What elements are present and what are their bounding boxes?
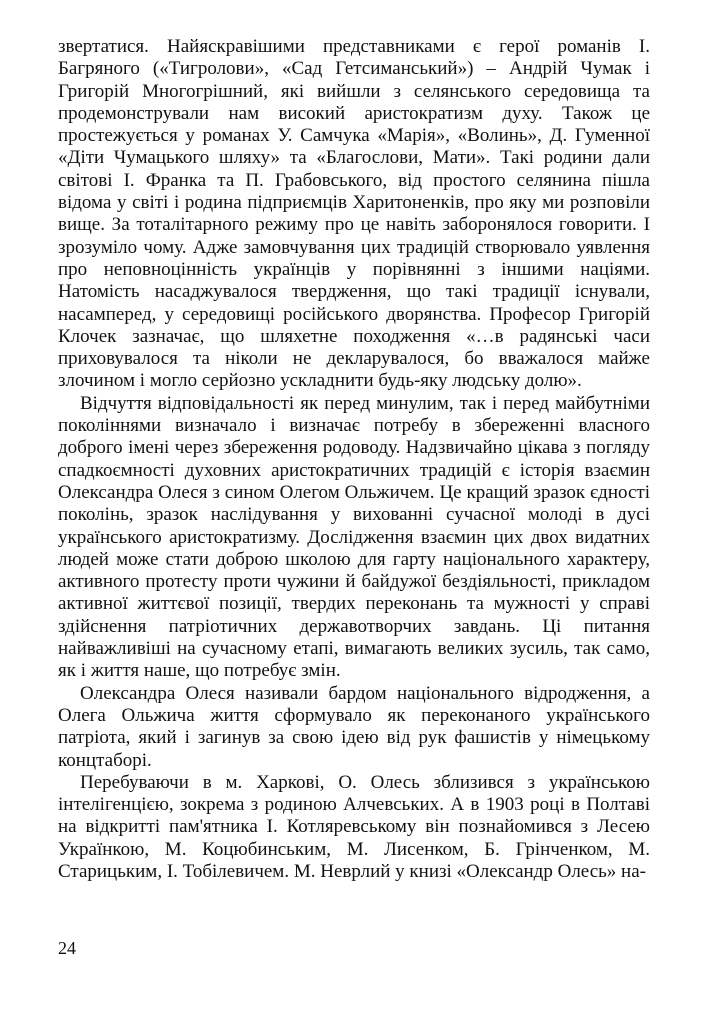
paragraph-3: Олександра Олеся називали бардом національного відродження, а Олега Ольжича життя сформувало як переконаного українського патріота, який і загинув за свою ідею від рук фашистів у німецькому концтаборі. [58, 682, 650, 771]
paragraph-4: Перебуваючи в м. Харкові, О. Олесь зблизився з українською інтелігенцією, зокрема з родиною Алчевських. А в 1903 році в Полтаві на відкритті пам'ятника І. Котляревському він познайомився з Лесею Українкою, М. Коцюбинським, М. Лисенком, Б. Грінченком, М. Старицьким, І. Тобілевичем. М. Неврлий у книзі «Олександр Олесь» на- [58, 771, 650, 882]
paragraph-1: звертатися. Найяскравішими представниками є герої романів І. Багряного («Тигролови», «Сад Гетсиманський») – Андрій Чумак і Григорій Многогрішний, які вийшли з селянського середовища та продемонстрували нам високий аристократизм духу. Також це простежується у романах У. Самчука «Марія», «Волинь», Д. Гуменної «Діти Чумацького шляху» та «Благослови, Мати». Такі родини дали світові І. Франка та П. Грабовського, від простого селянина пішла відома у світі і родина підприємців Харитоненків, про яку ми розповіли вище. За тоталітарного режиму про це навіть заборонялося говорити. І зрозуміло чому. Адже замовчування цих традицій створювало уявлення про неповноцінність українців у порівнянні з іншими націями. Натомість насаджувалося твердження, що такі традиції існували, насамперед, у середовищі російського дворянства. Професор Григорій Клочек зазначає, що шляхетне походження «…в радянські часи приховувалося та ніколи не декларувалося, бо вважалося майже злочином і могло серйозно ускладнити будь-яку людську долю». [58, 36, 650, 392]
page-number: 24 [58, 938, 76, 958]
page-body [58, 36, 650, 883]
paragraph-2: Відчуття відповідальності як перед минулим, так і перед майбутніми поколіннями визначало і визначає потребу в збереженні власного доброго імені через збереження родоводу. Надзвичайно цікава з погляду спадкоємності духовних аристократичних традицій є історія взаємин Олександра Олеся з сином Олегом Ольжичем. Це кращий зразок єдності поколінь, зразок наслідування у вихованні сучасної молоді в дусі українського аристократизму. Дослідження взаємин цих двох видатних людей може стати доброю школою для гарту національного характеру, активного протесту проти чужини й байдужої бездіяльності, прикладом активної життєвої позиції, твердих переконань та мужності у справі здійснення патріотичних державотворчих завдань. Ці питання найважливіші на сучасному етапі, вимагають великих зусиль, так само, як і життя наше, що потребує змін. [58, 392, 650, 682]
